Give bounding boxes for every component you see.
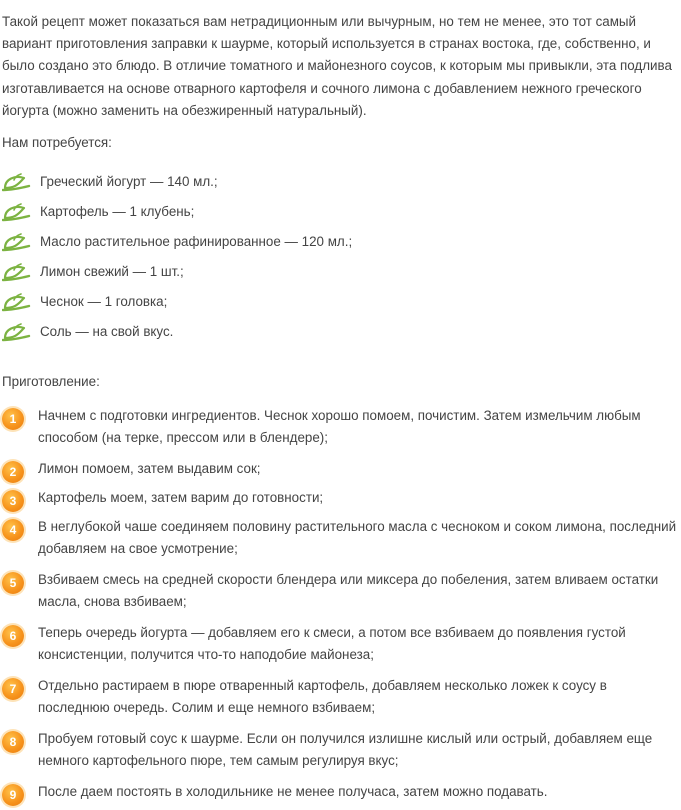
step-number-badge: 9 (2, 784, 24, 806)
leaf-bullet-icon (2, 171, 32, 193)
step-number-badge: 4 (2, 519, 24, 541)
ingredient-text: Чеснок — 1 головка; (40, 294, 168, 309)
ingredient-text: Греческий йогурт — 140 мл.; (40, 174, 218, 189)
step-text: После даем постоять в холодильнике не менее получаса, затем можно подавать. (38, 784, 548, 799)
steps-heading: Приготовление: (2, 374, 100, 389)
leaf-bullet-icon (2, 321, 32, 343)
leaf-bullet-icon (2, 261, 32, 283)
step-number-badge: 7 (2, 678, 24, 700)
steps-list (0, 405, 681, 810)
step-text: Картофель моем, затем варим до готовности; (38, 490, 324, 505)
step-item (0, 516, 681, 569)
leaf-bullet-icon (2, 201, 32, 223)
ingredient-text: Соль — на свой вкус. (40, 324, 174, 339)
ingredient-text: Картофель — 1 клубень; (40, 204, 195, 219)
ingredient-item (0, 170, 681, 200)
step-number-badge: 1 (2, 408, 24, 430)
step-item (0, 569, 681, 622)
step-number-badge: 3 (2, 490, 24, 512)
ingredient-item (0, 200, 681, 230)
step-number-badge: 2 (2, 461, 24, 483)
step-number-badge: 8 (2, 731, 24, 753)
intro-paragraph: Такой рецепт может показаться вам нетрадиционным или вычурным, но тем не менее, это тот самый вариант приготовления заправки к шаурме, который используется в странах востока, где, собственно, и было создано это блюдо. В отличие томатного и майонезного соусов, к которым мы привыкли, эта подлива изготавливается на основе отварного картофеля и сочного лимона с добавлением нежного греческого йогурта (можно заменить на обезжиренный натуральный). (2, 14, 672, 118)
step-text: Отдельно растираем в пюре отваренный картофель, добавляем несколько ложек к соусу в последнюю очередь. Солим и еще немного взбиваем; (38, 678, 607, 715)
ingredients-list (0, 170, 681, 350)
step-item (0, 781, 681, 810)
leaf-bullet-icon (2, 291, 32, 313)
ingredient-item (0, 320, 681, 350)
ingredients-heading: Нам потребуется: (2, 135, 112, 150)
step-item (0, 675, 681, 728)
leaf-bullet-icon (2, 231, 32, 253)
step-item (0, 728, 681, 781)
step-item (0, 405, 681, 458)
step-text: Лимон помоем, затем выдавим сок; (38, 461, 261, 476)
ingredient-item (0, 260, 681, 290)
step-item (0, 622, 681, 675)
step-text: Пробуем готовый соус к шаурме. Если он получился излишне кислый или острый, добавляем еще немного картофельного пюре, тем самым регулируя вкус; (38, 731, 653, 768)
ingredient-item (0, 290, 681, 320)
step-text: Начнем с подготовки ингредиентов. Чеснок хорошо помоем, почистим. Затем измельчим любым способом (на терке, прессом или в блендере); (38, 408, 641, 445)
step-item (0, 458, 681, 487)
ingredient-text: Лимон свежий — 1 шт.; (40, 264, 184, 279)
step-text: Взбиваем смесь на средней скорости блендера или миксера до побеления, затем вливаем остатки масла, снова взбиваем; (38, 572, 659, 609)
step-item (0, 487, 681, 516)
step-text: В неглубокой чаше соединяем половину растительного масла с чесноком и соком лимона, последний добавляем на свое усмотрение; (38, 519, 677, 556)
step-number-badge: 5 (2, 572, 24, 594)
ingredient-text: Масло растительное рафинированное — 120 мл.; (40, 234, 353, 249)
step-text: Теперь очередь йогурта — добавляем его к смеси, а потом все взбиваем до появления густой консистенции, получится что-то наподобие майонеза; (38, 625, 626, 662)
step-number-badge: 6 (2, 625, 24, 647)
ingredient-item (0, 230, 681, 260)
